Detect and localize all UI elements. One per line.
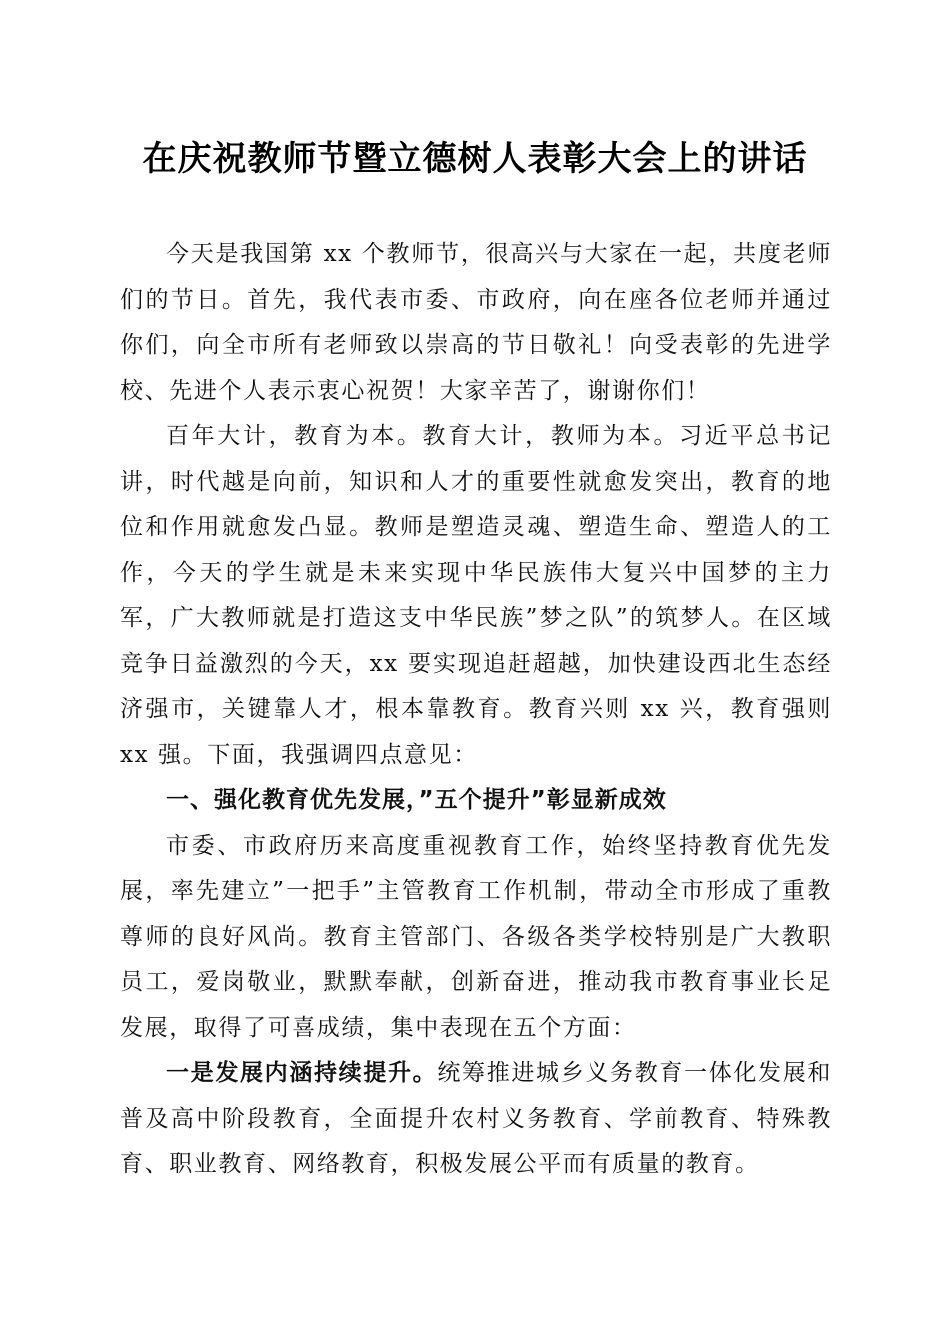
point-one-lead: 一是发展内涵持续提升。 xyxy=(166,1060,438,1086)
section-heading-one: 一、强化教育优先发展，”五个提升”彰显新成效 xyxy=(166,787,667,813)
paragraph-opening: 今天是我国第 xx 个教师节，很高兴与大家在一起，共度老师们的节日。首先，我代表市委、市政府，向在座各位老师并通过你们，向全市所有老师致以崇高的节日敬礼！向受表彰的先进学校、先进个人表示衷心祝贺！大家辛苦了，谢谢你们！ xyxy=(120,241,832,404)
document-title: 在庆祝教师节暨立德树人表彰大会上的讲话 xyxy=(142,139,808,179)
paragraph-point-one xyxy=(120,1051,832,1188)
paragraph-achievements: 市委、市政府历来高度重视教育工作，始终坚持教育优先发展，率先建立”一把手”主管教育工作机制，带动全市形成了重教尊师的良好风尚。教育主管部门、各级各类学校特别是广大教职员工，爱岗敬业，默默奉献，创新奋进，推动我市教育事业长足发展，取得了可喜成绩，集中表现在五个方面： xyxy=(120,832,832,1041)
point-one-text: 统筹推进城乡义务教育一体化发展和普及高中阶段教育，全面提升农村义务教育、学前教育、特殊教育、职业教育、网络教育，积极发展公平而有质量的教育。 xyxy=(120,1060,832,1177)
document-body xyxy=(120,232,832,1188)
paragraph-education-foundation: 百年大计，教育为本。教育大计，教师为本。习近平总书记讲，时代越是向前，知识和人才的重要性就愈发突出，教育的地位和作用就愈发凸显。教师是塑造灵魂、塑造生命、塑造人的工作，今天的学生就是未来实现中华民族伟大复兴中国梦的主力军，广大教师就是打造这支中华民族”梦之队”的筑梦人。在区域竞争日益激烈的今天，xx 要实现追赶超越，加快建设西北生态经济强市，关键靠人才，根本靠教育。教育兴则 xx 兴，教育强则 xx 强。下面，我强调四点意见： xyxy=(120,423,832,768)
